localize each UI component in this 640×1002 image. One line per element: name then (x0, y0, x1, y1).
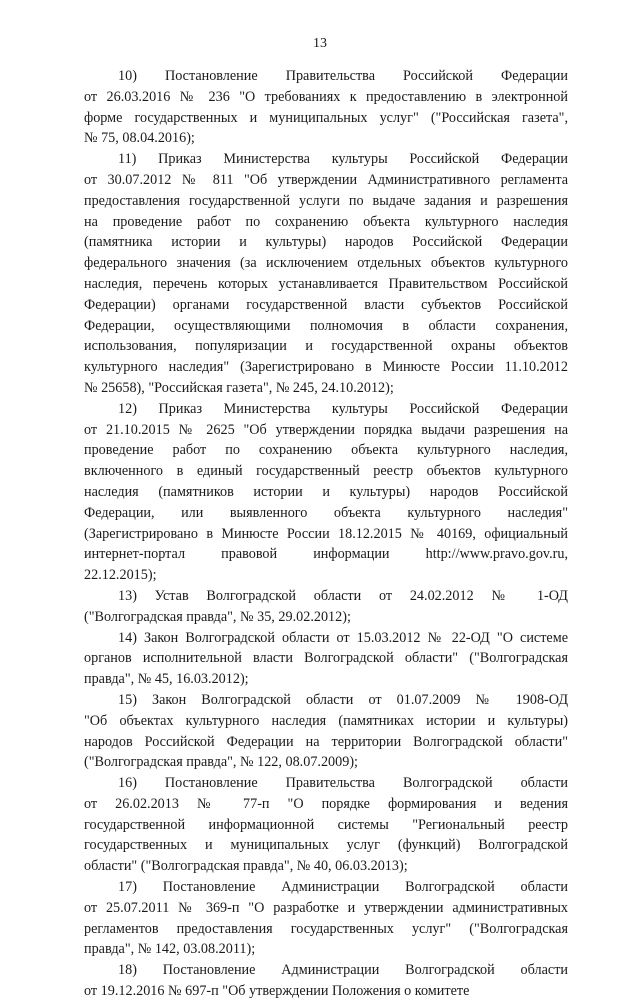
text-line: от 25.07.2011 № 369-п "О разработке и утверждении административных (84, 899, 568, 916)
text-line: 18) Постановление Администрации Волгоградской области (118, 962, 568, 979)
text-line: регламентов предоставления государственных услуг" ("Волгоградская (84, 920, 568, 937)
document-body (84, 66, 568, 1002)
text-line: от 21.10.2015 № 2625 "Об утверждении порядка выдачи разрешения на (84, 421, 568, 438)
text-line: культурного наследия" (Зарегистрировано в Минюсте России 11.10.2012 (84, 359, 568, 376)
text-line: № 25658), "Российская газета", № 245, 24.10.2012); (84, 379, 394, 396)
text-line: народов Российской Федерации на территории Волгоградской области" (84, 733, 568, 750)
text-line: 13) Устав Волгоградской области от 24.02.2012 № 1-ОД (118, 587, 568, 604)
text-line: Федерации, или выявленного объекта культурного наследия" (84, 504, 568, 521)
text-line: (Зарегистрировано в Минюсте России 18.12.2015 № 40169, официальный (84, 525, 568, 542)
text-line: государственных и муниципальных услуг (функций) Волгоградской (84, 837, 568, 854)
text-line: 17) Постановление Администрации Волгоградской области (118, 879, 568, 896)
text-line: ("Волгоградская правда", № 35, 29.02.2012); (84, 608, 351, 625)
text-line: 10) Постановление Правительства Российской Федерации (118, 68, 568, 84)
text-line: области" ("Волгоградская правда", № 40, 06.03.2013); (84, 858, 408, 875)
text-line: 22.12.2015); (84, 567, 157, 584)
text-line: на проведение работ по сохранению объекта культурного наследия (84, 213, 568, 230)
text-line: правда", № 142, 03.08.2011); (84, 941, 256, 958)
text-line: включенного в единый государственный реестр объектов культурного (84, 463, 568, 480)
text-line: от 26.03.2016 № 236 "О требованиях к предоставлению в электронной (84, 88, 568, 105)
list-item (84, 586, 568, 628)
list-item (84, 773, 568, 877)
list-item (84, 149, 568, 399)
text-line: федерального значения (за исключением отдельных объектов культурного (84, 255, 568, 272)
page-number: 13 (313, 36, 327, 51)
text-line: 14) Закон Волгоградской области от 15.03.2012 № 22-ОД "О системе (118, 629, 568, 646)
text-line: (памятника истории и культуры) народов Российской Федерации (84, 234, 568, 251)
text-line: от 30.07.2012 № 811 "Об утверждении Административного регламента (84, 171, 568, 188)
text-line: 15) Закон Волгоградской области от 01.07.2009 № 1908-ОД (118, 691, 568, 708)
text-line: интернет-портал правовой информации http://www.pravo.gov.ru, (84, 546, 568, 563)
list-item (84, 66, 568, 149)
text-line: проведение работ по сохранению объекта культурного наследия, (84, 442, 568, 459)
text-line: Федерации, осуществляющими полномочия в области сохранения, (84, 317, 568, 334)
list-item (84, 960, 568, 1002)
text-line: 12) Приказ Министерства культуры Российской Федерации (118, 400, 568, 417)
text-line: правда", № 45, 16.03.2012); (84, 671, 249, 688)
text-line: органов исполнительной власти Волгоградской области" ("Волгоградская (84, 650, 568, 667)
text-line: Федерации) органами государственной власти субъектов Российской (84, 296, 568, 313)
text-line: использования, популяризации и государственной охраны объектов (84, 338, 568, 355)
text-line: предоставления государственной услуги по выдаче задания и разрешения (84, 192, 568, 209)
text-line: 11) Приказ Министерства культуры Российской Федерации (118, 151, 568, 168)
text-line: от 19.12.2016 № 697-п "Об утверждении Положения о комитете (84, 983, 470, 1000)
text-line: "Об объектах культурного наследия (памятниках истории и культуры) (84, 712, 568, 729)
text-line: форме государственных и муниципальных услуг" ("Российская газета", (84, 109, 568, 126)
list-item (84, 877, 568, 960)
list-item (84, 690, 568, 773)
text-line: наследия, перечень которых устанавливается Правительством Российской (84, 275, 568, 292)
list-item (84, 628, 568, 690)
text-line: № 75, 08.04.2016); (84, 130, 195, 147)
text-line: 16) Постановление Правительства Волгоградской области (118, 775, 568, 792)
text-line: наследия (памятников истории и культуры) народов Российской (84, 483, 568, 500)
text-line: государственной информационной системы "Региональный реестр (84, 816, 568, 833)
text-line: ("Волгоградская правда", № 122, 08.07.2009); (84, 754, 358, 771)
list-item (84, 399, 568, 586)
text-line: от 26.02.2013 № 77-п "О порядке формирования и ведения (84, 795, 568, 812)
